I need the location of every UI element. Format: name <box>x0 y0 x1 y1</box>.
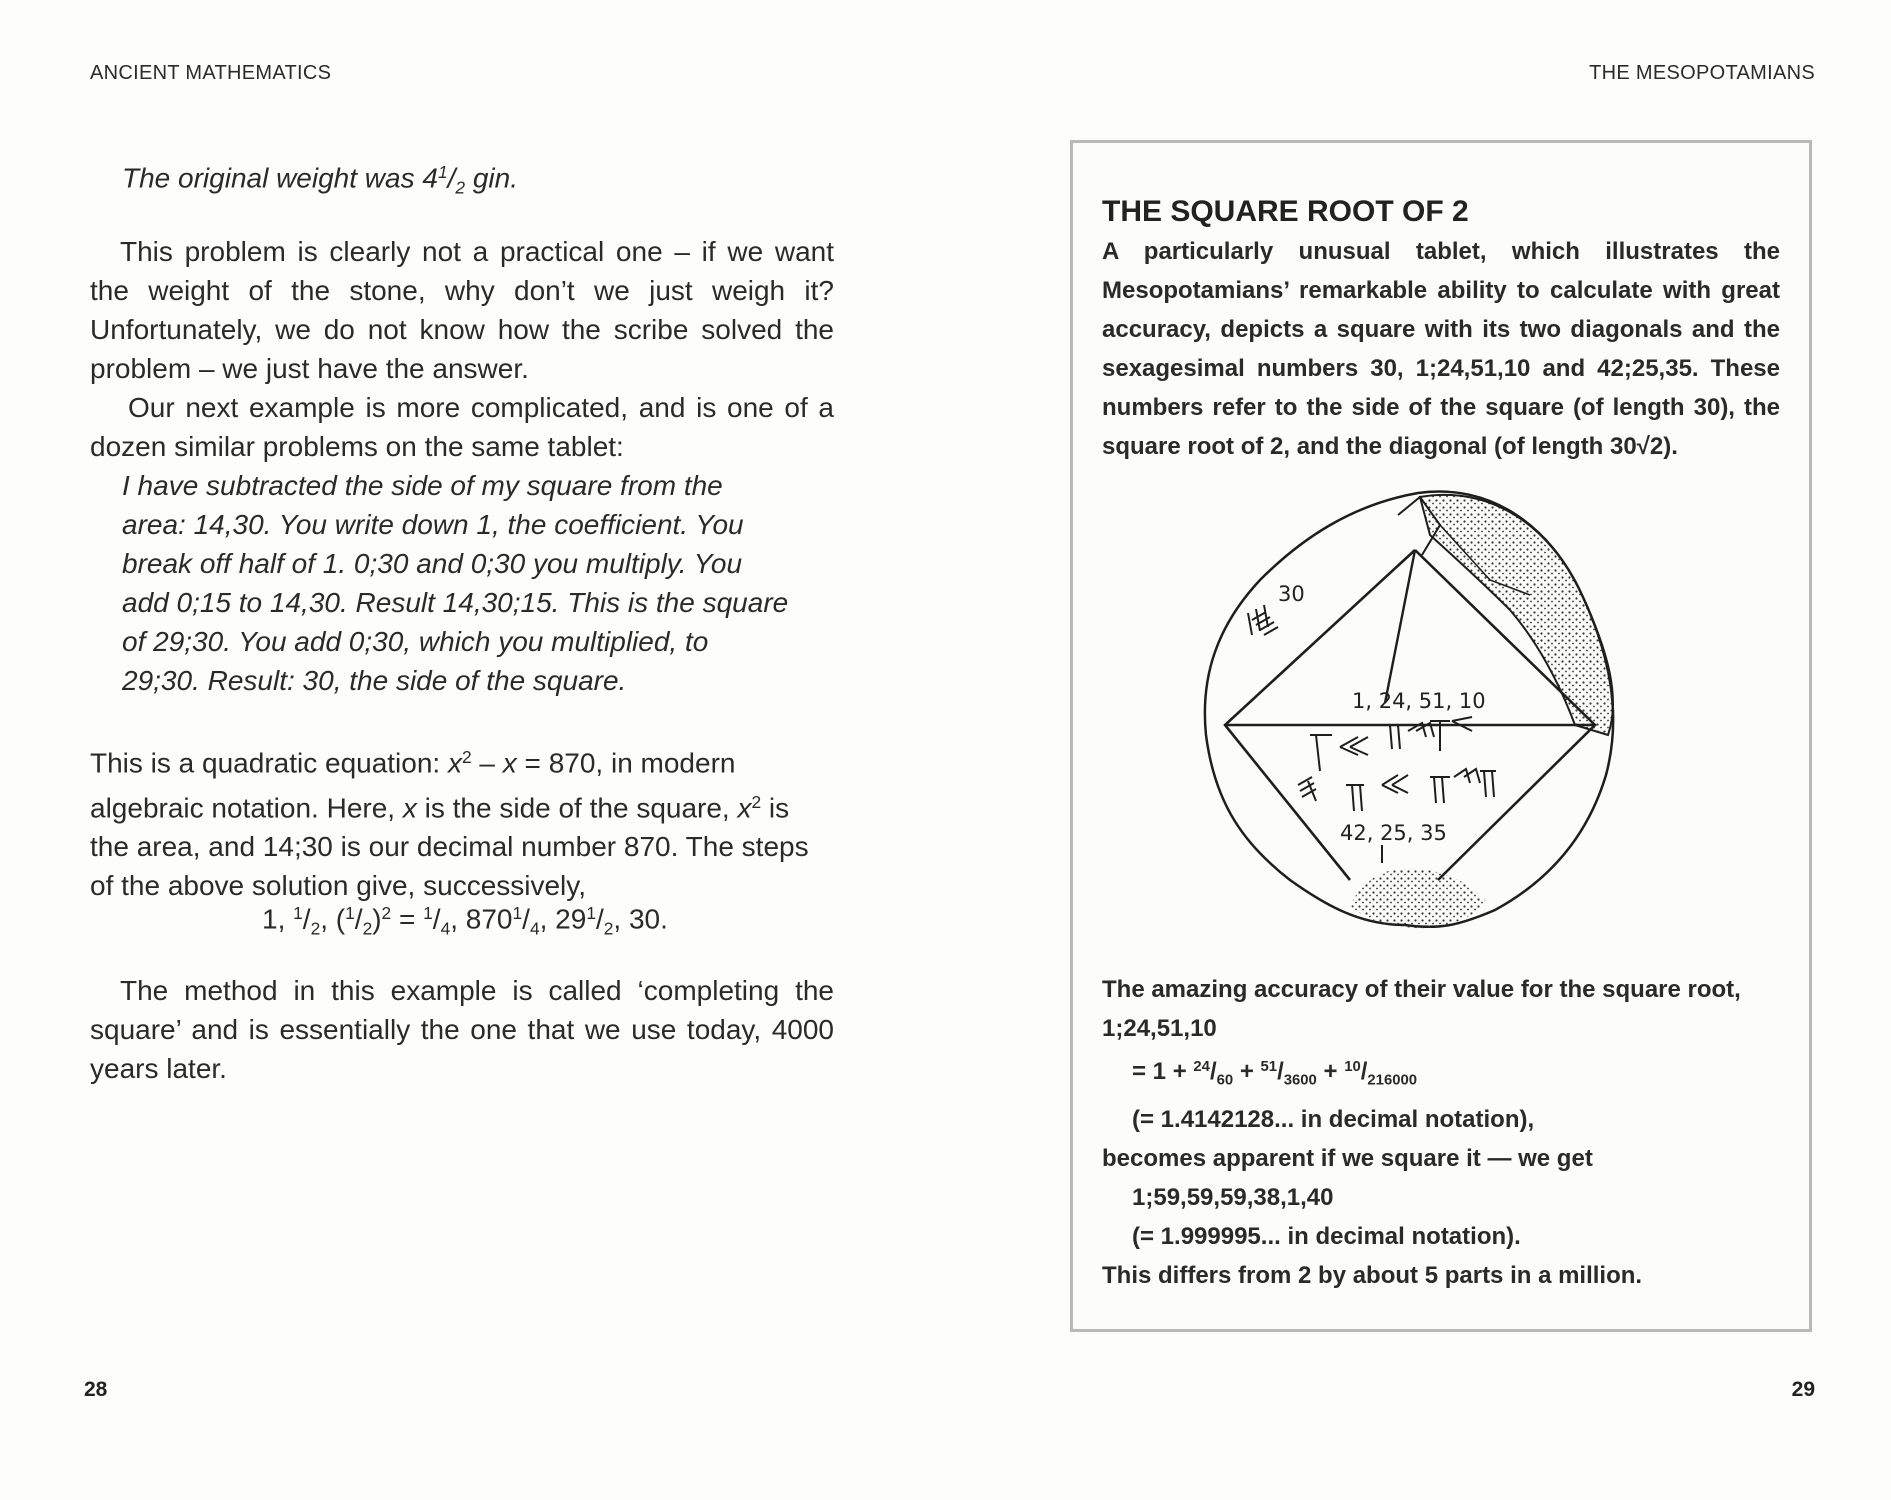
tablet-damaged-bottom <box>1350 868 1488 928</box>
box-title: THE SQUARE ROOT OF 2 <box>1102 195 1469 228</box>
tablet-label-side: 30 <box>1278 582 1305 606</box>
box-accuracy: The amazing accuracy of their value for the square root, 1;24,51,10 = $1 + ^{24}/_{60} + ^{51}/_{3600} + ^{10}/_{216000}$ (= 1.4142128... in decimal notation), becomes apparent if we square it — we get 1;59,59,59,38,1,40 (= 1.999995... in decimal notation). This differs from 2 by about 5 parts in a million. <box>1102 970 1792 1295</box>
answer-line: The original weight was $4^1/_2$ gin. <box>122 162 518 198</box>
page-number-left: 28 <box>84 1378 108 1401</box>
running-head-left: ANCIENT MATHEMATICS <box>90 62 332 84</box>
tablet-illustration <box>1190 485 1660 945</box>
tablet-label-diagonal: 42, 25, 35 <box>1340 821 1447 845</box>
paragraph-next-example: Our next example is more complicated, and is one of a dozen similar problems on the same tablet: <box>90 392 834 462</box>
page-number-right: 29 <box>1791 1378 1815 1401</box>
paragraph-quadratic: This is a quadratic equation: $x^2 - x = 870$, in modern algebraic notation. Here, x is the side of the square, $x^2$ is the area, and 14;30 is our decimal number 870. The steps of the above solution give, successively, <box>90 747 809 902</box>
paragraph-completing-square: The method in this example is called ‘completing the square’ and is essentially the one that we use today, 4000 years later. <box>90 975 834 1084</box>
tablet-problem-quote: I have subtracted the side of my square from the area: 14,30. You write down 1, the coefficient. You break off half of 1. 0;30 and 0;30 you multiply. You add 0;15 to 14,30. Result 14,30;15. This is the square of 29;30. You add 0;30, which you multiplied, to 29;30. Result: 30, the side of the square. <box>122 470 789 696</box>
tablet-label-root: 1, 24, 51, 10 <box>1352 689 1486 713</box>
box-intro: A particularly unusual tablet, which illustrates the Mesopotamians’ remarkable ability to calculate with great accuracy, depicts a square with its two diagonals and the sexagesimal numbers 30, 1;24,51,10 and 42;25,35. These numbers refer to the side of the square (of length 30), the square root of 2, and the diagonal (of length 30√2). <box>1102 238 1780 460</box>
box-formula: = $1 + ^{24}/_{60} + ^{51}/_{3600} + ^{10}/_{216000}$ <box>1132 1058 1418 1089</box>
paragraph-practical: This problem is clearly not a practical one – if we want the weight of the stone, why don’t we just weigh it? Unfortunately, we do not know how the scribe solved the problem – we just have the answer. <box>90 236 834 384</box>
running-head-right: THE MESOPOTAMIANS <box>1589 62 1815 84</box>
solution-sequence: 1, $^1/_2$, $(^1/_2)^2 = ^1/_4$, $870^1/_4$, $29^1/_2$, 30. <box>262 903 668 939</box>
